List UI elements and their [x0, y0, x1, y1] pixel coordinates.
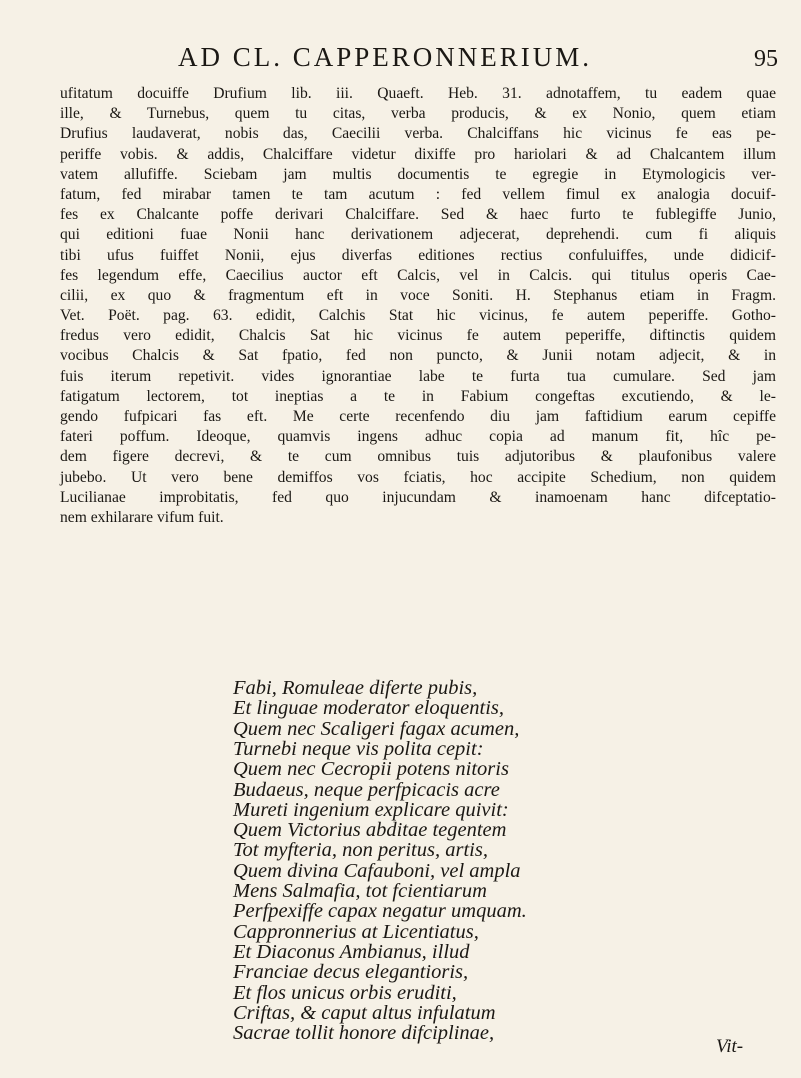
running-head: AD CL. CAPPERONNERIUM.	[178, 42, 593, 72]
poem-line: Turnebi neque vis polita cepit:	[233, 737, 484, 760]
prose-line: nem exhilarare vifum fuit.	[60, 508, 224, 526]
poem-line: Et Diaconus Ambianus, illud	[233, 940, 470, 963]
prose-line: fuis iterum repetivit. vides ignorantiae labe te furta tua cumulare. Sed jam	[60, 367, 776, 385]
prose-line: vatem allufiffe. Sciebam jam multis documentis te egregie in Etymologicis ver-	[60, 165, 776, 183]
prose-line: ufitatum docuiffe Drufium lib. iii. Quaeft. Heb. 31. adnotaffem, tu eadem quae	[60, 85, 776, 102]
prose-line: fatigatum lectorem, tot ineptias a te in Fabium congeftas excutiendo, & le-	[60, 387, 776, 405]
poem-line: Tot myfteria, non peritus, artis,	[233, 839, 488, 862]
page-number: 95	[754, 46, 778, 72]
prose-line: tibi ufus fuiffet Nonii, ejus diverfas editiones rectius confuluiffes, unde didicif-	[60, 246, 776, 264]
prose-line: jubebo. Ut vero bene demiffos vos fciatis, hoc accipite Schedium, non quidem	[60, 468, 776, 486]
prose-line: fateri poffum. Ideoque, quamvis ingens adhuc copia ad manum fit, hîc pe-	[60, 428, 776, 446]
prose-line: qui editioni fuae Nonii hanc derivationem adjecerat, deprehendi. cum fi aliquis	[60, 226, 776, 244]
prose-line: dem figere decrevi, & te cum omnibus tuis adjutoribus & plaufonibus valere	[60, 448, 776, 466]
prose-line: Drufius laudaverat, nobis das, Caecilii verba. Chalciffans hic vicinus fe eas pe-	[60, 125, 776, 143]
poem-line: Perfpexiffe capax negatur umquam.	[233, 900, 527, 923]
poem-line: Criftas, & caput altus infulatum	[233, 1001, 496, 1024]
poem-line: Mureti ingenium explicare quivit:	[233, 798, 509, 821]
prose-line: fes ex Chalcante poffe derivari Chalciffare. Sed & haec furto te fublegiffe Junio,	[60, 206, 776, 224]
poem-line: Et flos unicus orbis eruditi,	[233, 981, 457, 1004]
prose-line: fredus vero edidit, Chalcis Sat hic vicinus fe autem peperiffe, diftinctis quidem	[60, 327, 776, 345]
poem-line: Franciae decus elegantioris,	[233, 961, 469, 984]
poem-line: Quem Victorius abditae tegentem	[233, 819, 507, 842]
prose-line: Vet. Poët. pag. 63. edidit, Calchis Stat hic vicinus, fe autem peperiffe. Gotho-	[60, 307, 776, 325]
page-header	[178, 42, 778, 78]
prose-line: ille, & Turnebus, quem tu citas, verba producis, & ex Nonio, quem etiam	[60, 105, 776, 123]
prose-line: fes legendum effe, Caecilius auctor eft Calcis, vel in Calcis. qui titulus operis Cae-	[60, 266, 776, 284]
poem-line: Sacrae tollit honore difciplinae,	[233, 1022, 495, 1045]
poem-line: Quem divina Cafauboni, vel ampla	[233, 859, 521, 882]
prose-block	[60, 84, 776, 528]
prose-line: cilii, ex quo & fragmentum eft in voce Soniti. H. Stephanus etiam in Fragm.	[60, 286, 776, 304]
poem-line: Budaeus, neque perfpicacis acre	[233, 778, 500, 801]
prose-line: Lucilianae improbitatis, fed quo injucundam & inamoenam hanc difceptatio-	[60, 488, 776, 506]
poem-line: Quem nec Scaligeri fagax acumen,	[233, 717, 520, 740]
poem-line: Quem nec Cecropii potens nitoris	[233, 758, 509, 781]
poem-line: Cappronnerius at Licentiatus,	[233, 920, 479, 943]
prose-line: fatum, fed mirabar tamen te tam acutum : fed vellem fimul ex analogia docuif-	[60, 185, 776, 203]
poem-line: Fabi, Romuleae diferte pubis,	[233, 677, 478, 699]
catchword: Vit-	[716, 1036, 744, 1057]
prose-line: periffe vobis. & addis, Chalciffare videtur dixiffe pro hariolari & ad Chalcantem illum	[60, 145, 776, 163]
poem-line: Mens Salmafia, tot fcientiarum	[233, 880, 487, 902]
prose-line: vocibus Chalcis & Sat fpatio, fed non puncto, & Junii notam adjecit, & in	[60, 347, 776, 365]
prose-line: gendo fufpicari fas eft. Me certe recenfendo diu jam faftidium earum cepiffe	[60, 408, 776, 425]
poem-line: Et linguae moderator eloquentis,	[233, 697, 505, 720]
